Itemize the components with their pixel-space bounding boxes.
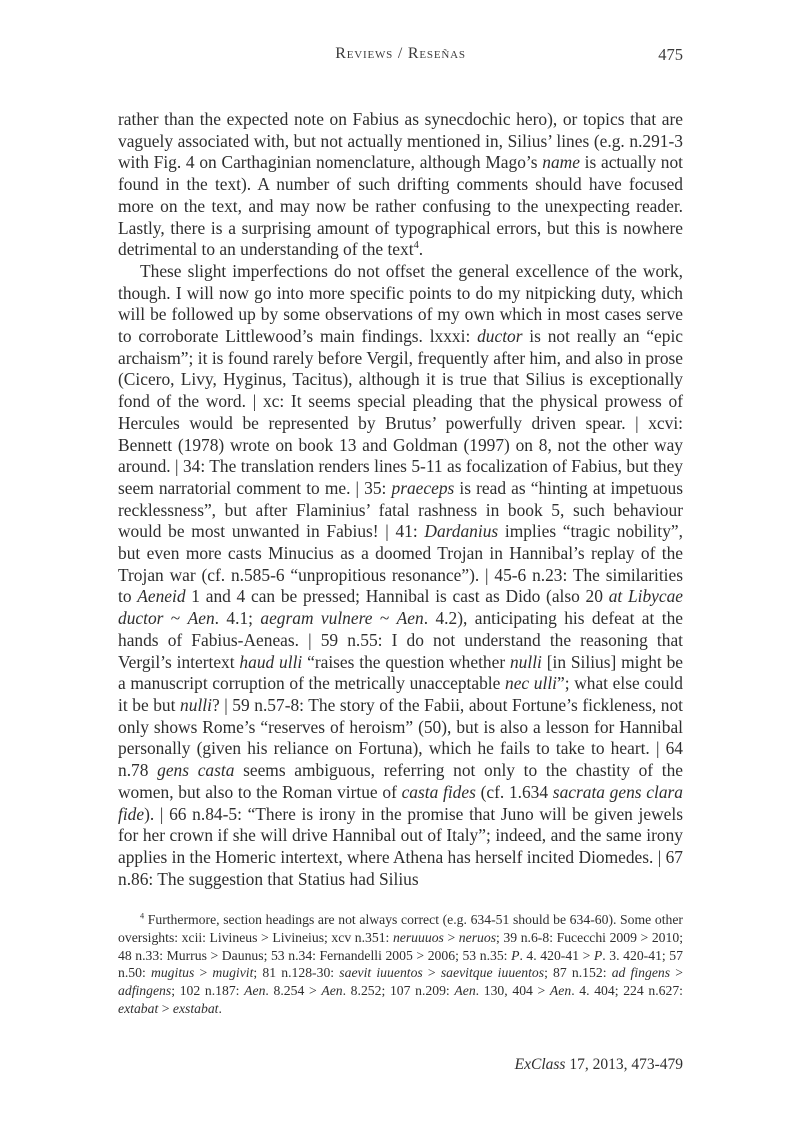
journal-footer: ExClass 17, 2013, 473-479: [514, 1056, 683, 1073]
page-header: [118, 45, 683, 67]
review-body: [118, 109, 683, 890]
page-number: 475: [658, 45, 683, 64]
body-paragraph-continuation: rather than the expected note on Fabius as synecdochic hero), or topics that are vaguely associated with, but not actually mentioned in, Silius’ lines (e.g. n.291-3 with Fig. 4 on Carthaginian nomenclature, although Mago’s name is actually not found in the text). A number of such drifting comments should have focused more on the text, and may now be rather confusing to the unexpecting reader. Lastly, there is a surprising amount of typographical errors, but this is nowhere detrimental to an understanding of the text$^4$.: [118, 109, 683, 260]
body-paragraph: These slight imperfections do not offset the general excellence of the work, though. I will now go into more specific points to do my nitpicking duty, which will be followed up by some observations of my own which in most cases serve to corroborate Littlewood’s main findings. lxxxi: ductor is not really an “epic archaism”; it is found rarely before Vergil, frequently after him, and also in prose (Cicero, Livy, Hyginus, Tacitus), although it is true that Silius is exceptionally fond of the word. | xc: It seems special pleading that the physical prowess of Hercules would be represented by Brutus’ powerfully driven spear. | xcvi: Bennett (1978) wrote on book 13 and Goldman (1997) on 8, not the other way around. | 34: The translation renders lines 5-11 as focalization of Fabius, but they seem narratorial comment to me. | 35: praeceps is read as “hinting at impetuous recklessness”, but after Flaminius’ fatal rashness in book 5, such behaviour would be most unwanted in Fabius! | 41: Dardanius implies “tragic nobility”, but even more casts Minucius as a doomed Trojan in Hannibal’s replay of the Trojan war (cf. n.585-6 “unpropitious resonance”). | 45-6 n.23: The similarities to Aeneid 1 and 4 can be pressed; Hannibal is cast as Dido (also 20 at Libycae ductor ~ Aen. 4.1; aegram vulnere ~ Aen. 4.2), anticipating his defeat at the hands of Fabius-Aeneas. | 59 n.55: I do not understand the reasoning that Vergil’s intertext haud ulli “raises the question whether nulli [in Silius] might be a manuscript corruption of the metrically unacceptable nec ulli”; what else could it be but nulli? | 59 n.57-8: The story of the Fabii, about Fortune’s fickleness, not only shows Rome’s “reserves of heroism” (50), but is also a lesson for Hannibal personally (given his reliance on Fortuna), which he fails to take to heart. | 64 n.78 gens casta seems ambiguous, referring not only to the chastity of the women, but also to the Roman virtue of casta fides (cf. 1.634 sacrata gens clara fide). | 66 n.84-5: “There is irony in the promise that Juno will be given jewels for her crown if she will drive Hannibal out of Italy”; indeed, and the same irony applies in the Homeric intertext, where Athena has herself incited Diomedes. | 67 n.86: The suggestion that Statius had Silius: [118, 260, 684, 889]
footnote: $^4$ Furthermore, section headings are not always correct (e.g. 634-51 should be 634-60). Some other oversights: xcii: Livineus > Livineius; xcv n.351: neruuuos > neruos; 39 n.6-8: Fucecchi 2009 > 2010; 48 n.33: Murrus > Daunus; 53 n.34: Fernandelli 2005 > 2006; 53 n.35: P. 4. 420-41 > P. 3. 420-41; 57 n.50: mugitus > mugivit; 81 n.128-30: saevit iuuentos > saevitque iuuentos; 87 n.152: ad fingens > adfingens; 102 n.187: Aen. 8.254 > Aen. 8.252; 107 n.209: Aen. 130, 404 > Aen. 4. 404; 224 n.627: extabat > exstabat.: [118, 911, 683, 1016]
running-head: Reviews / Reseñas: [335, 45, 466, 62]
